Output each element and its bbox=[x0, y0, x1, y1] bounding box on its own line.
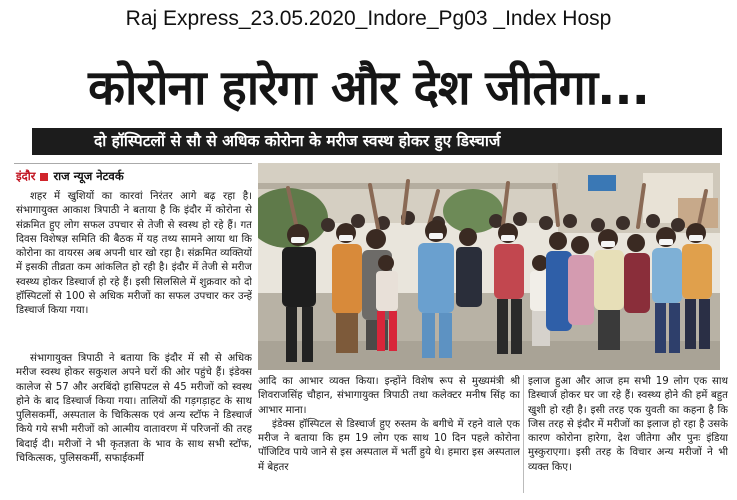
paragraph: इंडेक्स हॉस्पिटल से डिस्चार्ज हुए रुस्तम के बगीचे में रहने वाले एक मरीज ने बताया कि हम 19 लोग एक साथ 10 दिन पहले कोरोना पॉजिटिव पाये जाने से इस अस्पताल में भर्ती हुये थे। हमारा इस अस्पताल में बेहतर bbox=[258, 418, 520, 473]
paragraph: इलाज हुआ और आज हम सभी 19 लोग एक साथ डिस्चार्ज होकर घर जा रहे हैं। स्वस्थ्य होने की हमें बहुत खुशी हो रही है। इसी तरह एक युवती का कहना है कि जिस तरह से इंदौर में मरीजों का इलाज हो रहा है उसके कारण कोरोना हारेगा, देश जीतेगा और पुनः इंडिया मुस्कुराएगा। इसी तरह के विचार अन्य मरीजों ने भी व्यक्त किए। bbox=[528, 376, 728, 473]
byline-separator-icon bbox=[40, 173, 48, 181]
photo-crowd-illustration bbox=[258, 163, 720, 370]
headline: कोरोना हारेगा और देश जीतेगा... bbox=[88, 60, 649, 116]
page-caption: Raj Express_23.05.2020_Indore_Pg03 _Index Hosp bbox=[125, 7, 612, 30]
paragraph: संभागायुक्त त्रिपाठी ने बताया कि इंदौर में सौ से अधिक मरीज स्वस्थ होकर सकुशल अपने घरों की ओर पहुंचे हैं। इंडेक्स कालेज से 57 और अरबिंदो हासिपटल से 45 मरीजों को स्वस्थ होने के बाद डिस्चार्ज किया गया। तालियों की गड़गड़ाहट के साथ पुलिसकर्मी, अस्पताल के चिकित्सक एवं अन्य स्टॉफ ने डिस्चार्ज किये गये सभी मरीजों को आत्मीय वातावरण में परिजनों की तरह बिदाई दी। मरीजों ने भी कृतज्ञता के भाव के साथ सभी स्टॉफ, चिकित्सक, पुलिसकर्मी, सफाईकर्मी bbox=[16, 353, 252, 465]
article-column-1-bottom bbox=[16, 352, 252, 498]
subheadline: दो हॉस्पिटलों से सौ से अधिक कोरोना के मरीज स्वस्थ होकर हुए डिस्चार्ज bbox=[94, 132, 501, 150]
article-column-3 bbox=[528, 375, 728, 495]
paragraph: आदि का आभार व्यक्त किया। इन्होंने विशेष रूप से मुख्यमंत्री श्री शिवराजसिंह चौहान, संभागायुक्त त्रिपाठी तथा कलेक्टर मनीष सिंह का आभार माना। bbox=[258, 376, 520, 416]
news-photo bbox=[258, 163, 720, 370]
byline-agency: राज न्यूज नेटवर्क bbox=[53, 169, 124, 183]
article-column-1-top bbox=[16, 190, 252, 350]
column-top-rule bbox=[14, 163, 252, 164]
column-divider bbox=[523, 375, 524, 493]
paragraph: शहर में खुशियों का कारवां निरंतर आगे बढ़ रहा है। संभागायुक्त आकाश त्रिपाठी ने बताया है कि इंदौर में कोरोना से संक्रमित हुए लोग सफल उपचार से तेजी से स्वस्थ हो रहे हैं। गत दिवस विशेषज्ञ समिति की बैठक में यह तथ्य सामने आया था कि कोरोना का वायरस अब अपनी धार खो रहा है। संक्रमित व्यक्तियों में इसकी तीव्रता कम आंकलित हो रही है। इंदौर में तेजी से मरीज स्वस्थ्य होकर डिस्चार्ज हो रहे हैं। इसी सिलसिले में शुक्रवार को दो हॉस्पिटलों से 100 से अधिक मरीजों का सफल उपचार कर उन्हें डिस्चार्ज किया गया। bbox=[16, 191, 252, 317]
byline bbox=[16, 165, 252, 187]
article-column-2 bbox=[258, 375, 520, 495]
byline-location: इंदौर bbox=[16, 169, 36, 183]
